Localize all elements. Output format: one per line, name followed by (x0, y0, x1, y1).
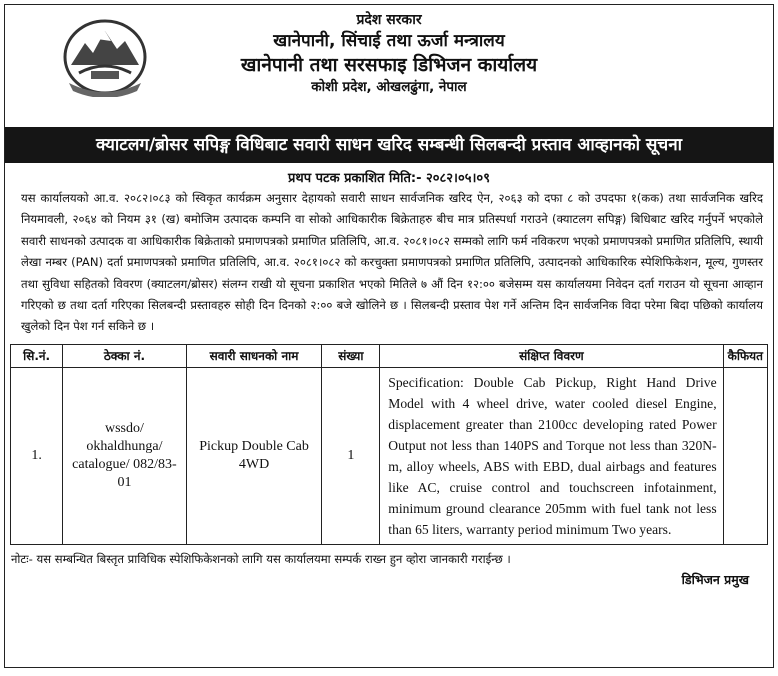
footnote: नोटः- यस सम्बन्धित बिस्तृत प्राविधिक स्पेशिफिकेशनको लागि यस कार्यालयमा सम्पर्क राख्न हुन व्होरा जानकारी गराईन्छ । (11, 551, 511, 566)
publish-date: प्रथप पटक प्रकाशित मिति:- २०८२।०५।०९ (288, 171, 490, 186)
header-line-ministry: खानेपानी, सिंचाई तथा ऊर्जा मन्त्रालय (273, 31, 505, 52)
header-line-address: कोशी प्रदेश, ओखलढुंगा, नेपाल (311, 78, 467, 95)
signature-title: डिभिजन प्रमुख (681, 571, 749, 587)
notice-title: क्याटलग/ब्रोसर सपिङ्ग विधिबाट सवारी साधन खरिद सम्बन्धी सिलबन्दी प्रस्ताव आव्हानको सूचना (5, 127, 773, 163)
header-sn: सि.नं. (11, 344, 63, 367)
cell-vehicle: Pickup Double Cab 4WD (186, 367, 322, 544)
header-remarks: कैफियत (723, 344, 767, 367)
header-desc: संक्षिप्त विवरण (380, 344, 723, 367)
notice-body: यस कार्यालयको आ.व. २०८२।०८३ को स्विकृत कार्यक्रम अनुसार देहायको सवारी साधन सार्वजनिक खरिद ऐन, २०६३ को दफा ८ को उपदफा १(कक) तथा सार्वजनिक खरिद नियमावली, २०६४ को नियम ३१ (ख) बमोजिम उत्पादक कम्पनि वा सोको आधिकारीक बिक्रेताहरु बीच मात्र प्रतिस्पर्धा गराउने (क्याटलग सपिङ्ग) बिधिबाट खरिद गर्नुपर्ने भएकोले सवारी साधनको उत्पादक वा आधिकारीक बिक्रेताको प्रमाणपत्रको प्रमाणित प्रतिलिपि, आ.व. २०८१।०८२ सम्मको लागि फर्म नविकरण भएको प्रमाणपत्रको प्रमाणित प्रतिलिपि, स्थायी लेखा नम्बर (PAN) दर्ता प्रमाणपत्रको प्रमाणित प्रतिलिपि, आ.व. २०८१।०८२ को करचुक्ता प्रमाणपत्रको प्रमाणित प्रतिलिपि, उत्पादनको आधिकारिक स्पेशिफिकेशन, मूल्य, गुणस्तर तथा सुविधा सहितको विवरण (क्याटलग/ब्रोसर) संलग्न राखी यो सूचना प्रकाशित भएको मितिले ७ औं दिन १२:०० बजेसम्म यस कार्यालयमा निवेदन दर्ता गराउन यो सूचना आव्हान गरिएको छ तथा दर्ता गरिएका सिलबन्दी प्रस्तावहरु सोही दिन दिनको २:०० बजे खोलिने छ । सिलबन्दी प्रस्ताव पेश गर्ने अन्तिम दिन सार्वजनिक विदा परेमा बिदा पछिको कार्यालय खुलेको दिन पेश गर्न सकिने छ । (21, 191, 764, 334)
header-vehicle: सवारी साधनको नाम (186, 344, 322, 367)
header-qty: संख्या (322, 344, 380, 367)
cell-sn: 1. (11, 367, 63, 544)
cell-remarks (723, 367, 767, 544)
cell-description: Specification: Double Cab Pickup, Right Hand Drive Model with 4 wheel drive, water cooled diesel Engine, displacement greater than 2100cc developing rated Power Output not less than 140PS and Torque not less than 320N-m, alloy wheels, ABS with EBD, dual airbags and features like AC, cruise control and touchscreen infotainment, minimum ground clearance 205mm with fuel tank not less than 65 liters, warranty period minimum Two years. (380, 367, 723, 544)
notice-document (4, 4, 774, 668)
header (5, 5, 773, 127)
table-row (11, 367, 768, 544)
header-contract: ठेक्का नं. (63, 344, 186, 367)
procurement-table (10, 344, 768, 545)
header-line-office: खानेपानी तथा सरसफाइ डिभिजन कार्यालय (240, 54, 538, 77)
header-line-government: प्रदेश सरकार (356, 12, 422, 28)
cell-contract: wssdo/ okhaldhunga/ catalogue/ 082/83-01 (63, 367, 186, 544)
table-header-row (11, 344, 768, 367)
nepal-emblem-icon (61, 15, 149, 97)
cell-qty: 1 (322, 367, 380, 544)
